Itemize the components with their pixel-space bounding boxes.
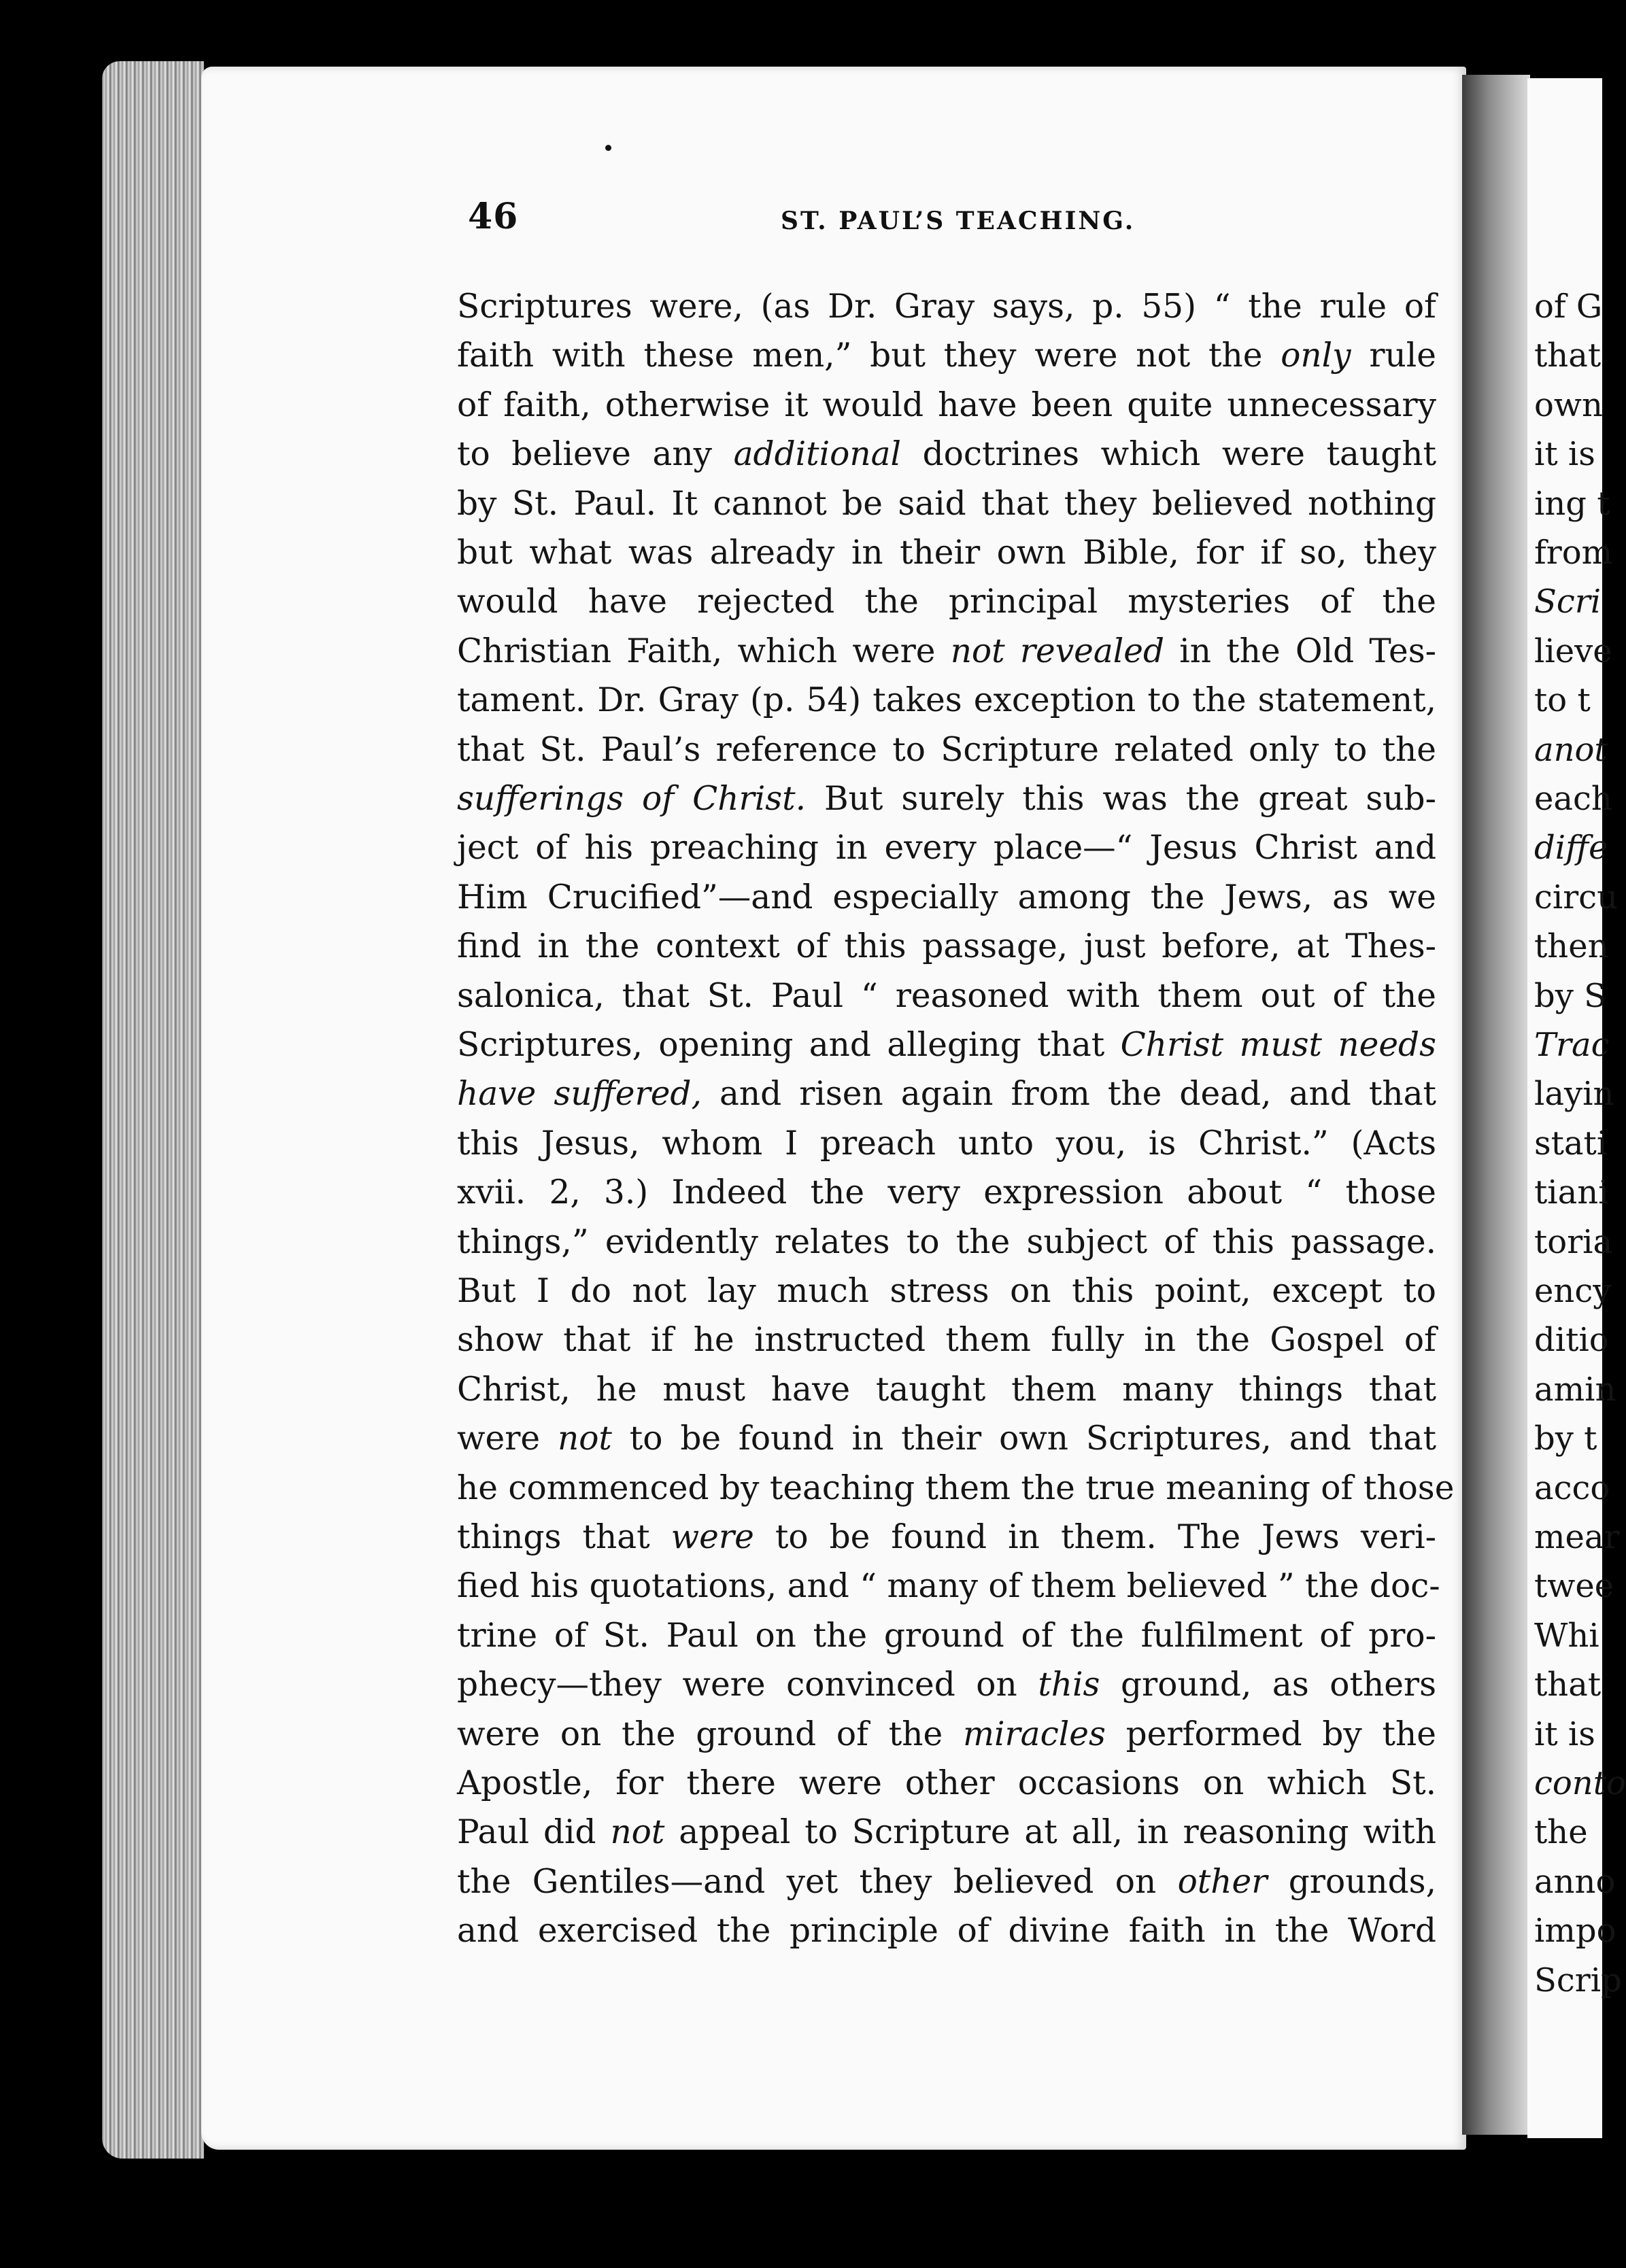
next-page-fragment: of G [1534, 288, 1603, 326]
text-line: but what was already in their own Bible, for if so, they [457, 534, 1436, 572]
page-number: 46 [468, 196, 519, 237]
text-line: he commenced by teaching them the true meaning of those [457, 1468, 1455, 1507]
text-line: salonica, that St. Paul “ reasoned with them out of the [457, 976, 1436, 1015]
text-line: the Gentiles—and yet they believed on other grounds, [457, 1862, 1436, 1901]
next-page-fragment: toria [1534, 1222, 1613, 1261]
next-page-fragment: by S [1534, 976, 1606, 1015]
next-page-fragment: ditio [1534, 1321, 1609, 1360]
next-page-fragment: twee [1534, 1567, 1614, 1606]
next-page-fragment: layin [1534, 1075, 1614, 1114]
text-line: Christ, he must have taught them many things that [457, 1370, 1436, 1409]
text-line: fied his quotations, and “ many of them believed ” the doc- [457, 1567, 1440, 1606]
next-page-fragment: each [1534, 780, 1612, 818]
next-page-fragment: lieve [1534, 632, 1612, 670]
text-line: Paul did not appeal to Scripture at all, in reasoning with [457, 1813, 1436, 1852]
text-line: Apostle, for there were other occasions on which St. [457, 1764, 1436, 1802]
text-line: Christian Faith, which were not revealed in the Old Tes- [457, 632, 1436, 670]
text-line: ject of his preaching in every place—“ Jesus Christ and [457, 829, 1436, 867]
text-line: of faith, otherwise it would have been quite unnecessary [457, 385, 1436, 424]
next-page-fragment: anno [1534, 1862, 1616, 1901]
text-line: faith with these men,” but they were not the only rule [457, 337, 1436, 375]
text-line: this Jesus, whom I preach unto you, is Christ.” (Acts [457, 1124, 1436, 1163]
ink-speck [605, 145, 611, 151]
binding-gutter [1462, 75, 1530, 2135]
next-page-fragment: Scrip [1534, 1961, 1622, 1999]
next-page-fragment: amin [1534, 1370, 1616, 1409]
next-page-fragment: own [1534, 385, 1603, 424]
text-line: Scriptures, opening and alleging that Christ must needs [457, 1026, 1436, 1064]
text-line: Scriptures were, (as Dr. Gray says, p. 55) “ the rule of [457, 288, 1436, 326]
text-line: sufferings of Christ. But surely this was the great sub- [457, 780, 1436, 818]
next-page-fragment: circu [1534, 878, 1618, 916]
next-page-fragment: Trac [1534, 1026, 1610, 1064]
text-line: trine of St. Paul on the ground of the fulfilment of pro- [457, 1616, 1436, 1655]
text-line: and exercised the principle of divine faith in the Word [457, 1912, 1436, 1951]
text-line: were on the ground of the miracles performed by the [457, 1715, 1436, 1753]
text-line: were not to be found in their own Scriptures, and that [457, 1420, 1436, 1458]
next-page-fragment: that [1534, 337, 1602, 375]
text-line: tament. Dr. Gray (p. 54) takes exception to the statement, [457, 681, 1436, 720]
next-page [1527, 78, 1626, 2138]
text-line: to believe any additional doctrines which were taught [457, 435, 1436, 474]
next-page-fragment: Scri [1534, 583, 1602, 621]
text-line: find in the context of this passage, just before, at Thes- [457, 927, 1436, 966]
next-page-fragment: it is [1534, 1715, 1595, 1753]
text-line: that St. Paul’s reference to Scripture related only to the [457, 730, 1436, 769]
next-page-fragment: anot [1534, 730, 1608, 769]
next-page-fragment: it is [1534, 435, 1595, 474]
next-page-fragment: the [1534, 1813, 1588, 1852]
text-line: phecy—they were convinced on this ground, as others [457, 1666, 1436, 1704]
running-head: ST. PAUL’S TEACHING. [781, 207, 1136, 235]
next-page-fragment: from [1534, 534, 1613, 572]
next-page-fragment: that [1534, 1666, 1602, 1704]
next-page-fragment: Whi [1534, 1616, 1599, 1655]
text-line: But I do not lay much stress on this point, except to [457, 1272, 1436, 1310]
text-line: show that if he instructed them fully in the Gospel of [457, 1321, 1436, 1360]
next-page-fragment: mear [1534, 1518, 1620, 1556]
text-line: xvii. 2, 3.) Indeed the very expression about “ those [457, 1173, 1436, 1212]
next-page-fragment: tiani [1534, 1173, 1609, 1212]
next-page-fragment: conto [1534, 1764, 1626, 1802]
page-edges [102, 61, 204, 2159]
text-line: things that were to be found in them. The Jews veri- [457, 1518, 1437, 1556]
next-page-fragment: diffe [1534, 829, 1608, 867]
text-line: have suffered, and risen again from the dead, and that [457, 1075, 1437, 1114]
next-page-fragment: impo [1534, 1912, 1616, 1951]
text-line: things,” evidently relates to the subject of this passage. [457, 1222, 1436, 1261]
text-line: would have rejected the principal mysteries of the [457, 583, 1436, 621]
next-page-fragment: by t [1534, 1420, 1597, 1458]
next-page-fragment: stati [1534, 1124, 1608, 1163]
next-page-fragment: to t [1534, 681, 1591, 720]
next-page-fragment: ing t [1534, 484, 1610, 523]
next-page-fragment: then [1534, 927, 1609, 966]
next-page-fragment: acco [1534, 1468, 1610, 1507]
next-page-fragment: ency [1534, 1272, 1612, 1310]
text-line: by St. Paul. It cannot be said that they believed nothing [457, 484, 1436, 523]
text-line: Him Crucified”—and especially among the Jews, as we [457, 878, 1436, 916]
